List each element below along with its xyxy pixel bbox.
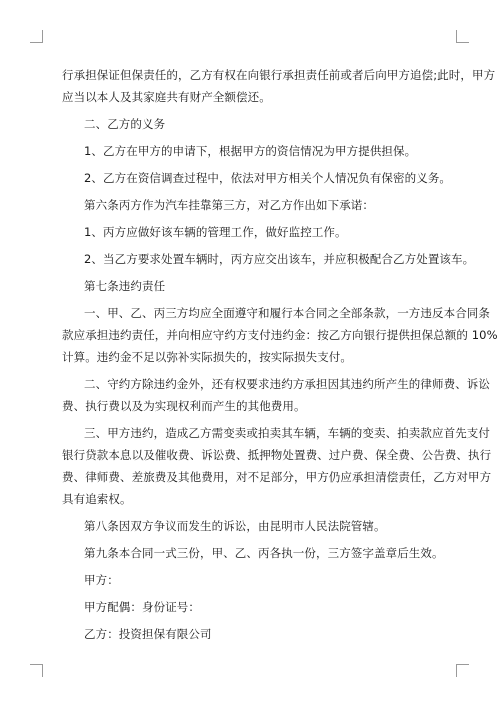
signature-party-a-spouse: 甲方配偶：身份证号： [84, 600, 200, 614]
paragraph-line: 一、甲、乙、丙三方均应全面遵守和履行本合同之全部条款，一方违反本合同条 [84, 306, 490, 320]
paragraph-line: 应当以本人及其家庭共有财产全额偿还。 [62, 90, 271, 104]
paragraph-line: 计算。违约金不足以弥补实际损失的，按实际损失支付。 [62, 350, 352, 364]
corner-mark-top-right [456, 30, 469, 43]
document-body [62, 64, 498, 645]
paragraph-line: 具有追索权。 [62, 492, 132, 506]
corner-mark-bottom-left [30, 664, 43, 677]
article-line: 第九条本合同一式三份，甲、乙、丙各执一份，三方签字盖章后生效。 [84, 546, 444, 560]
paragraph-line: 二、守约方除违约金外，还有权要求违约方承担因其违约所产生的律师费、诉讼 [84, 377, 490, 391]
paragraph-line: 1、丙方应做好该车辆的管理工作，做好监控工作。 [84, 225, 347, 239]
corner-mark-top-left [30, 30, 43, 43]
section-heading: 二、乙方的义务 [84, 117, 166, 131]
paragraph-line: 2、当乙方要求处置车辆时，丙方应交出该车，并应积极配合乙方处置该车。 [84, 252, 475, 266]
article-heading: 第六条丙方作为汽车挂靠第三方，对乙方作出如下承诺： [84, 198, 374, 212]
article-heading: 第七条违约责任 [84, 279, 166, 293]
paragraph-line: 三、甲方违约，造成乙方需变卖或拍卖其车辆，车辆的变卖、拍卖款应首先支付 [84, 426, 490, 440]
paragraph-line: 1、乙方在甲方的申请下，根据甲方的资信情况为甲方提供担保。 [84, 144, 417, 158]
paragraph-line: 费、执行费以及为实现权利而产生的其他费用。 [62, 399, 306, 413]
paragraph-line: 款应承担违约责任，并向相应守约方支付违约金：按乙方向银行提供担保总额的 10% [62, 328, 498, 342]
article-line: 第八条因双方争议而发生的诉讼，由昆明市人民法院管辖。 [84, 519, 386, 533]
signature-party-a: 甲方： [84, 573, 119, 587]
signature-party-b: 乙方：投资担保有限公司 [84, 627, 212, 641]
paragraph-line: 银行贷款本息以及催收费、诉讼费、抵押物处置费、过户费、保全费、公告费、执行 [62, 448, 492, 462]
paragraph-line: 2、乙方在资信调查过程中，依法对甲方相关个人情况负有保密的义务。 [84, 171, 452, 185]
paragraph-line: 费、律师费、差旅费及其他费用，对不足部分，甲方仍应承担清偿责任，乙方对甲方 [62, 470, 492, 484]
corner-mark-bottom-right [456, 664, 469, 677]
paragraph-line: 行承担保证但保责任的，乙方有权在向银行承担责任前或者后向甲方追偿;此时，甲方 [62, 68, 496, 82]
